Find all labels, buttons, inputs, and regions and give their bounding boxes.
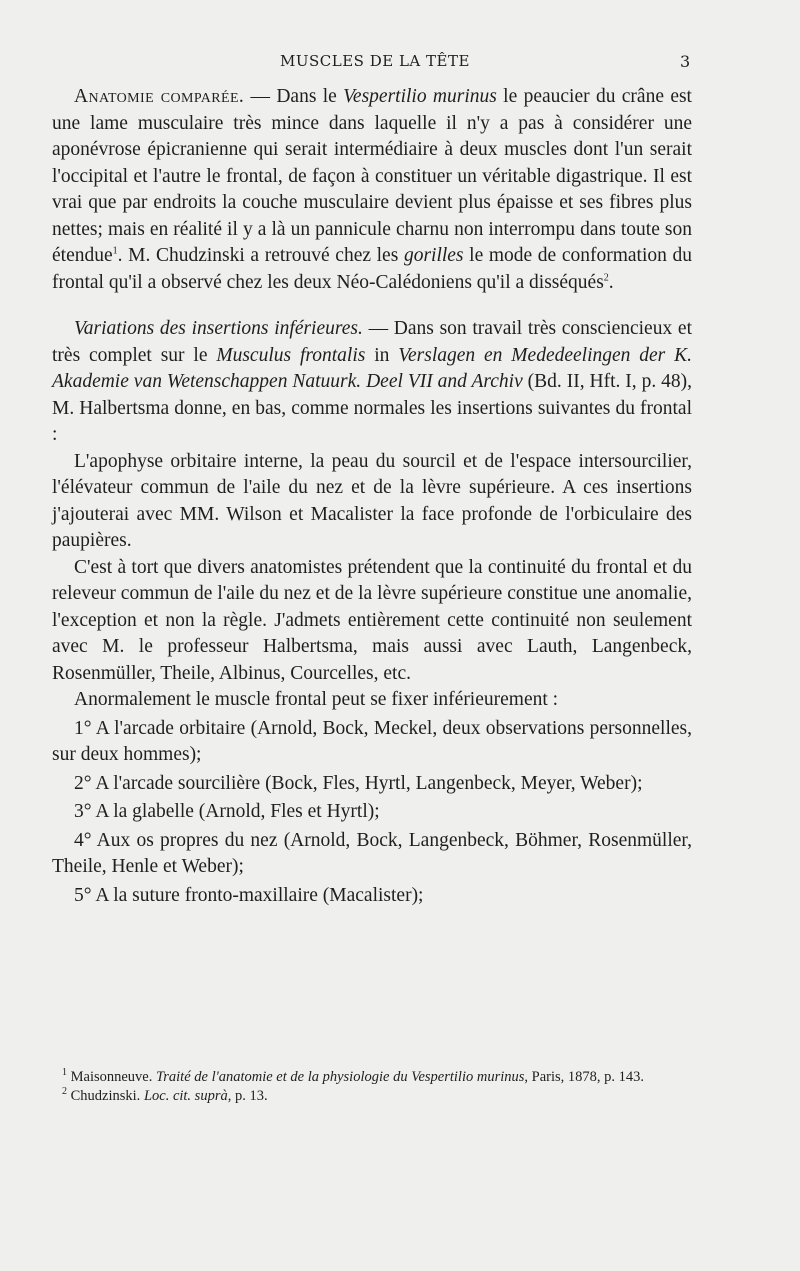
text-run: — Dans le [244,86,344,107]
text-run: . M. Chudzinski a retrouvé chez les [117,245,404,266]
paragraph-continuite: C'est à tort que divers anatomistes prétendent que la continuité du frontal et du releveur commun de l'aile du nez et de la lèvre supérieure constitue une anomalie, l'exception et non la règle. J'admets entièrement cette continuité non seulement avec M. le professeur Halbertsma, mais aussi avec Lauth, Langenbeck, Rosenmüller, Theile, Albinus, Courcelles, etc. [52,556,692,684]
text-run: (Bd. II, Hft. I, p. 48), M. Halbertsma donne, en bas, comme normales les insertions suivantes du frontal : [52,371,693,445]
running-head [0,52,800,76]
text-run: le peaucier du crâne est une lame musculaire très mince dans laquelle il n'y a pas à considérer une aponévrose épicranienne qui serait intermédiaire à deux muscles dont l'un serait l'occipital et l'autre le frontal, de façon à constituer un véritable digastrique. Il est vrai que par endroits la couche musculaire devient plus épaisse et ses fibres plus nettes; mais en réalité il y a là un pannicule charnu non interrompu dans toute son étendue [52,86,692,266]
paragraph-anormalement: Anormalement le muscle frontal peut se fixer inférieurement : [74,689,559,710]
footnotes [62,1068,692,1106]
section-label: Variations des insertions inférieures. [74,318,363,339]
list-item: 1° A l'arcade orbitaire (Arnold, Bock, Meckel, deux observations personnelles, sur deux hommes); [52,717,692,765]
paragraph-variations [52,316,692,449]
paragraph-anatomie-comparee [52,84,692,296]
paragraph-insertions: L'apophyse orbitaire interne, la peau du sourcil et de l'espace intersourcilier, l'élévateur commun de l'aile du nez et de la lèvre supérieure. A ces insertions j'ajouterai avec MM. Wilson et Macalister la face profonde de l'orbiculaire des paupières. [52,450,692,551]
footnote-mark: 2 [62,1086,67,1098]
footnote-title: Traité de l'anatomie et de la physiologie du Vespertilio murinus [156,1069,525,1085]
footnote-ref: 2 [603,272,609,283]
text-run: in [365,344,399,366]
body-text [52,84,692,909]
italic-run: Vespertilio murinus [343,86,497,107]
text-run: . [608,271,614,293]
list-item: 3° A la glabelle (Arnold, Fles et Hyrtl); [74,801,380,822]
footnote-2 [62,1087,692,1106]
italic-run: Verslagen en Mededeelingen der K. Akademie van Wetenschappen Natuurk. Deel VII and Archiv [52,344,693,392]
section-label: Anatomie comparée. [74,86,245,107]
footnote-author: Maisonneuve. [67,1069,156,1085]
list-item: 4° Aux os propres du nez (Arnold, Bock, Langenbeck, Böhmer, Rosenmüller, Theile, Henle et Weber); [52,829,692,877]
footnote-mark: 1 [62,1067,67,1079]
footnote-rest: , p. 13. [227,1088,268,1104]
footnote-author: Chudzinski. [67,1088,144,1104]
italic-run: Musculus frontalis [216,344,366,366]
footnote-ref-text: Loc. cit. suprà [143,1088,228,1104]
list-item: 2° A l'arcade sourcilière (Bock, Fles, Hyrtl, Langenbeck, Meyer, Weber); [74,772,643,794]
footnote-ref: 1 [112,245,118,257]
running-title: MUSCLES DE LA TÊTE [280,52,470,70]
list-item: 5° A la suture fronto-maxillaire (Macalister); [74,884,424,906]
page-number: 3 [680,52,691,71]
footnote-1 [62,1068,692,1087]
footnote-rest: , Paris, 1878, p. 143. [524,1069,645,1085]
italic-run: gorilles [403,245,464,266]
text-run: le mode de conformation du frontal qu'il a observé chez les deux Néo-Calédoniens qu'il a disséqués [52,245,693,293]
text-run: — Dans son travail très consciencieux et très complet sur le [52,318,692,366]
